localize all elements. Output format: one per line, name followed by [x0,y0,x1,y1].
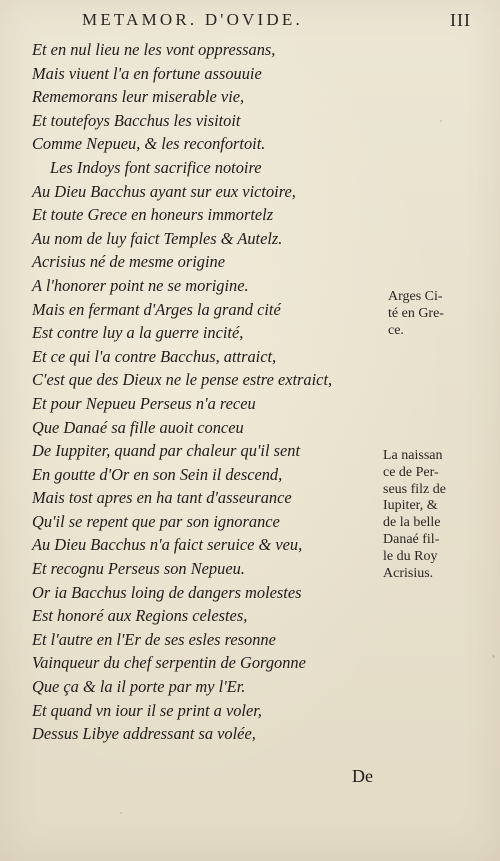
paper-speck [440,120,442,122]
marginal-note-line: seus filz de [383,481,446,497]
verse-line: Au Dieu Bacchus ayant sur eux victoire, [32,181,296,201]
verse-line: Qu'il se repent que par son ignorance [32,511,280,531]
verse-line: Que Danaé sa fille auoit conceu [32,417,244,437]
folio-number: III [450,10,471,30]
paper-speck [492,655,495,658]
verse-line: Et recognu Perseus son Nepueu. [32,559,245,579]
verse-line: Et en nul lieu ne les vont oppressans, [32,40,276,59]
verse-line: Dessus Libye addressant sa volée, [32,724,256,744]
marginal-note-line: ce de Per- [383,464,439,480]
running-title: METAMOR. D'OVIDE. [82,10,303,29]
page-header [82,8,482,34]
marginal-note-arges [388,289,444,339]
verse-line: Vainqueur du chef serpentin de Gorgonne [32,653,306,673]
verse-line: A l'honorer point ne se morigine. [32,275,249,295]
verse-line: Et toutefoys Bacchus les visitoit [32,110,241,130]
marginal-note-line: té en Gre- [388,305,444,321]
verse-line: Est contre luy a la guerre incité, [32,323,244,343]
verse-line: Mais viuent l'a en fortune assouuie [32,63,262,83]
paper-speck [120,812,122,814]
catchword: De [352,766,373,786]
verse-line: Au nom de luy faict Temples & Autelz. [32,228,283,248]
marginal-note-line: ce. [388,322,404,338]
marginal-note-line: Acrisius. [383,565,434,581]
verse-line: Au Dieu Bacchus n'a faict seruice & veu, [32,535,303,555]
marginal-note-line: La naissan [383,448,443,463]
marginal-note-line: Iupiter, & [383,498,438,514]
verse-line: Comme Nepueu, & les reconfortoit. [32,134,266,154]
verse-line: Et pour Nepueu Perseus n'a receu [32,393,256,413]
verse-line: Est honoré aux Regions celestes, [32,606,248,626]
marginal-note-line: de la belle [383,515,441,531]
verse-line: Mais tost apres en ha tant d'asseurance [32,488,292,508]
marginal-note-line: Danaé fil- [383,531,440,547]
verse-line: Rememorans leur miserable vie, [32,87,245,107]
verse-line: Or ia Bacchus loing de dangers molestes [32,582,302,602]
verse-line: Et l'autre en l'Er de ses esles resonne [32,629,276,649]
verse-line: C'est que des Dieux ne le pense estre extraict, [32,370,333,390]
verse-line: Et toute Grece en honeurs immortelz [32,205,274,225]
verse-line: De Iuppiter, quand par chaleur qu'il sent [32,441,301,461]
verse-line: Et ce qui l'a contre Bacchus, attraict, [32,346,277,366]
verse-block [32,38,382,746]
marginal-note-perseus [383,448,446,582]
marginal-note-line: le du Roy [383,548,438,564]
verse-line: Les Indoys font sacrifice notoire [50,157,262,177]
marginal-note-line: Arges Ci- [388,289,443,304]
verse-line: Que ça & la il porte par my l'Er. [32,677,246,697]
verse-line: Mais en fermant d'Arges la grand cité [32,299,281,319]
verse-line: Acrisius né de mesme origine [32,252,226,272]
verse-line: En goutte d'Or en son Sein il descend, [32,464,283,484]
verse-line: Et quand vn iour il se print a voler, [32,700,262,720]
